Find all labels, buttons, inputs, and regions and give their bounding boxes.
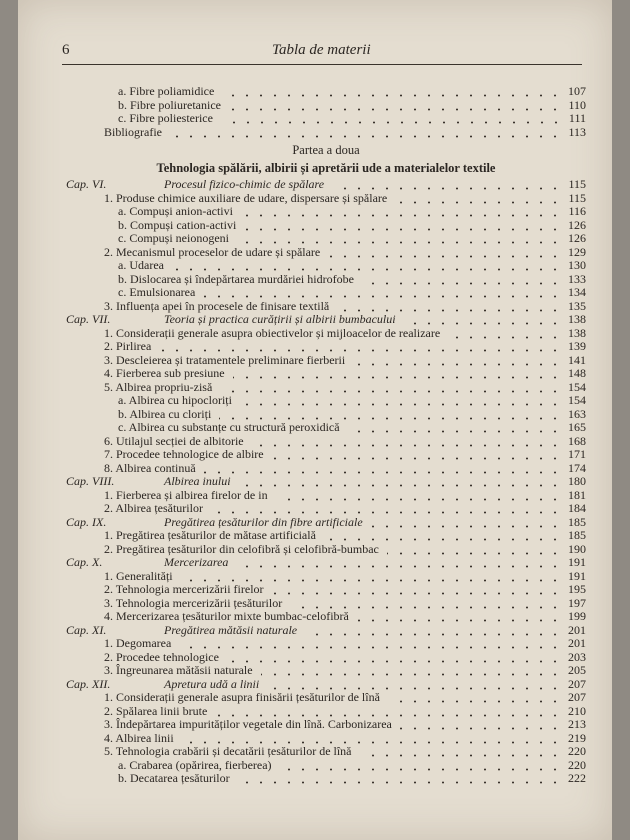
page-ref: 168 bbox=[568, 433, 586, 448]
page-ref: 115 bbox=[568, 177, 586, 191]
chapter-title: Pregătirea mătăsii naturale bbox=[164, 622, 298, 637]
page-ref: 199 bbox=[568, 609, 586, 623]
entry-title: 1. Generalități bbox=[104, 568, 173, 583]
running-title: Tabla de materii bbox=[272, 42, 371, 58]
toc-entry bbox=[66, 205, 586, 219]
toc-entry bbox=[66, 570, 586, 584]
dot-leader bbox=[387, 543, 562, 556]
dot-leader bbox=[219, 408, 562, 421]
dot-leader bbox=[332, 178, 562, 191]
toc-entry bbox=[66, 732, 586, 746]
dot-leader bbox=[240, 394, 562, 407]
dot-leader bbox=[238, 772, 562, 785]
toc-entry bbox=[66, 300, 586, 314]
entry-title: 1. Produse chimice auxiliare de udare, dispersare și spălare bbox=[104, 190, 388, 205]
toc-entry bbox=[66, 745, 586, 759]
page-ref: 126 bbox=[568, 217, 586, 232]
entry-title: 2. Pirlirea bbox=[104, 339, 152, 353]
dot-leader bbox=[179, 637, 562, 650]
toc-entry bbox=[66, 327, 586, 341]
toc-entry bbox=[66, 408, 586, 422]
entry-title: 1. Considerații generale asupra finisării țesăturilor de lînă bbox=[104, 690, 380, 704]
entry-title: a. Fibre poliamidice bbox=[118, 84, 215, 98]
dot-leader bbox=[357, 610, 562, 623]
entry-title: Bibliografie bbox=[104, 124, 162, 139]
entry-title: 2. Tehnologia mercerizării firelor bbox=[104, 582, 264, 596]
chapter-number: Cap. XI. bbox=[66, 622, 107, 637]
toc-entry bbox=[66, 705, 586, 719]
page-ref: 126 bbox=[568, 231, 586, 245]
page-ref: 115 bbox=[568, 190, 586, 205]
page-ref: 113 bbox=[568, 124, 586, 139]
toc-entry bbox=[66, 529, 586, 543]
page-ref: 130 bbox=[568, 258, 586, 272]
page-ref: 107 bbox=[568, 84, 586, 98]
toc-entry bbox=[66, 489, 586, 503]
dot-leader bbox=[222, 85, 562, 98]
toc-entry bbox=[66, 502, 586, 516]
page-ref: 201 bbox=[568, 636, 586, 650]
page-ref: 139 bbox=[568, 339, 586, 353]
toc-entry bbox=[66, 340, 586, 354]
entry-title: 3. Tehnologia mercerizării țesăturilor bbox=[104, 595, 283, 610]
dot-leader bbox=[324, 529, 562, 542]
dot-leader bbox=[252, 435, 562, 448]
dot-leader bbox=[337, 300, 562, 313]
entry-title: 6. Utilajul secției de albitorie bbox=[104, 433, 244, 448]
dot-leader bbox=[360, 745, 562, 758]
dot-leader bbox=[290, 597, 562, 610]
page-ref: 110 bbox=[568, 97, 586, 112]
entry-title: 3. Îngreunarea mătăsii naturale bbox=[104, 663, 253, 677]
page-ref: 154 bbox=[568, 393, 586, 407]
dot-leader bbox=[404, 313, 562, 326]
toc-entry bbox=[66, 354, 586, 368]
toc-entry bbox=[66, 691, 586, 705]
chapter-entry bbox=[66, 678, 586, 692]
page-ref: 138 bbox=[568, 312, 586, 326]
dot-leader bbox=[239, 475, 562, 488]
page-ref: 207 bbox=[568, 676, 586, 691]
page-ref: 111 bbox=[568, 111, 586, 125]
toc-entry bbox=[66, 246, 586, 260]
chapter-entry bbox=[66, 556, 586, 570]
chapter-entry bbox=[66, 475, 586, 489]
toc-entry bbox=[66, 759, 586, 773]
page-ref: 171 bbox=[568, 447, 586, 461]
entry-title: 3. Îndepărtarea impurităților vegetale din lînă. Carbonizarea bbox=[104, 717, 392, 731]
dot-leader bbox=[395, 192, 562, 205]
page-ref: 116 bbox=[568, 204, 586, 218]
page-ref: 174 bbox=[568, 460, 586, 475]
dot-leader bbox=[233, 367, 562, 380]
dot-leader bbox=[221, 112, 563, 125]
chapter-title: Teoria și practica curățirii și albirii bumbacului bbox=[164, 312, 396, 326]
chapter-entry bbox=[66, 178, 586, 192]
toc-entry bbox=[66, 610, 586, 624]
dot-leader bbox=[267, 678, 562, 691]
entry-title: 1. Considerații generale asupra obiectivelor și mijloacelor de realizare bbox=[104, 325, 441, 340]
chapter-entry bbox=[66, 313, 586, 327]
entry-title: b. Dislocarea și îndepărtarea murdăriei hidrofobe bbox=[118, 271, 354, 286]
toc-entry bbox=[66, 664, 586, 678]
dot-leader bbox=[182, 732, 562, 745]
dot-leader bbox=[371, 516, 562, 529]
part-heading: Partea a doua bbox=[292, 143, 360, 157]
dot-leader bbox=[272, 583, 562, 596]
dot-leader bbox=[170, 126, 562, 139]
toc-entry bbox=[66, 367, 586, 381]
toc-entry bbox=[66, 99, 586, 113]
page-ref: 141 bbox=[568, 352, 586, 367]
chapter-title: Mercerizarea bbox=[164, 555, 229, 569]
page-ref: 138 bbox=[568, 325, 586, 340]
entry-title: c. Albirea cu substanțe cu structură peroxidică bbox=[118, 420, 340, 434]
toc-entry bbox=[66, 259, 586, 273]
entry-title: b. Albirea cu cloriți bbox=[118, 406, 212, 421]
dot-leader bbox=[236, 556, 562, 569]
page-ref: 191 bbox=[568, 568, 586, 583]
page-ref: 165 bbox=[568, 420, 586, 434]
toc-entry bbox=[66, 421, 586, 435]
dot-leader bbox=[244, 219, 562, 232]
toc-entry bbox=[66, 651, 586, 665]
entry-title: 5. Tehnologia crabării și decatării țesăturilor de lînă bbox=[104, 744, 352, 758]
page-ref: 220 bbox=[568, 744, 586, 758]
entry-title: a. Udarea bbox=[118, 258, 164, 272]
table-of-contents bbox=[66, 85, 586, 786]
dot-leader bbox=[261, 664, 562, 677]
page-ref: 154 bbox=[568, 379, 586, 394]
page-ref: 213 bbox=[568, 717, 586, 731]
dot-leader bbox=[272, 448, 562, 461]
toc-entry bbox=[66, 126, 586, 140]
page-ref: 134 bbox=[568, 285, 586, 299]
chapter-entry bbox=[66, 516, 586, 530]
entry-title: a. Albirea cu hipocloriți bbox=[118, 393, 232, 407]
page-ref: 219 bbox=[568, 730, 586, 745]
entry-title: 8. Albirea continuă bbox=[104, 460, 196, 475]
entry-title: b. Fibre poliuretanice bbox=[118, 97, 221, 112]
entry-title: 4. Mercerizarea țesăturilor mixte bumbac-celofibră bbox=[104, 609, 349, 623]
page-ref: 195 bbox=[568, 582, 586, 596]
page-ref: 185 bbox=[568, 514, 586, 529]
dot-leader bbox=[211, 502, 562, 515]
entry-title: 2. Mecanismul proceselor de udare și spălare bbox=[104, 244, 321, 259]
page-ref: 220 bbox=[568, 757, 586, 772]
entry-title: 2. Procedee tehnologice bbox=[104, 649, 219, 664]
page-ref: 148 bbox=[568, 366, 586, 380]
toc-entry bbox=[66, 718, 586, 732]
section-heading: Tehnologia spălării, albirii și apretării ude a materialelor textile bbox=[156, 161, 496, 175]
toc-entry bbox=[66, 112, 586, 126]
toc-entry bbox=[66, 772, 586, 786]
dot-leader bbox=[362, 273, 562, 286]
chapter-number: Cap. VI. bbox=[66, 177, 107, 191]
page-header bbox=[62, 40, 582, 65]
entry-title: a. Compuși anion-activi bbox=[118, 204, 233, 218]
entry-title: 2. Pregătirea țesăturilor din celofibră și celofibră-bumbac bbox=[104, 541, 379, 556]
page-ref: 135 bbox=[568, 298, 586, 313]
dot-leader bbox=[305, 624, 562, 637]
dot-leader bbox=[220, 381, 562, 394]
entry-title: 1. Degomarea bbox=[104, 636, 172, 650]
chapter-title: Apretura udă a linii bbox=[164, 676, 260, 691]
dot-leader bbox=[181, 570, 562, 583]
toc-entry bbox=[66, 597, 586, 611]
chapter-title: Albirea inului bbox=[164, 474, 231, 488]
page-ref: 190 bbox=[568, 541, 586, 556]
dot-leader bbox=[280, 759, 562, 772]
dot-leader bbox=[204, 462, 562, 475]
entry-title: 4. Fierberea sub presiune bbox=[104, 366, 225, 380]
toc-entry bbox=[66, 637, 586, 651]
entry-title: b. Compuși cation-activi bbox=[118, 217, 237, 232]
page-ref: 133 bbox=[568, 271, 586, 286]
dot-leader bbox=[229, 99, 562, 112]
page-ref: 201 bbox=[568, 622, 586, 637]
chapter-number: Cap. XII. bbox=[66, 676, 111, 691]
dot-leader bbox=[215, 705, 562, 718]
page-ref: 205 bbox=[568, 663, 586, 677]
chapter-number: Cap. VII. bbox=[66, 312, 111, 326]
toc-entry bbox=[66, 583, 586, 597]
dot-leader bbox=[159, 340, 562, 353]
dot-leader bbox=[172, 259, 562, 272]
entry-title: b. Decatarea țesăturilor bbox=[118, 771, 230, 785]
entry-title: c. Fibre poliesterice bbox=[118, 111, 213, 125]
page-ref: 185 bbox=[568, 528, 586, 542]
dot-leader bbox=[400, 718, 562, 731]
entry-title: 1. Fierberea și albirea firelor de in bbox=[104, 487, 268, 502]
entry-title: c. Emulsionarea bbox=[118, 285, 196, 299]
entry-title: 3. Descleierea și tratamentele preliminare fierberii bbox=[104, 352, 346, 367]
page-ref: 184 bbox=[568, 501, 586, 515]
chapter-title: Procesul fizico-chimic de spălare bbox=[164, 177, 325, 191]
toc-entry bbox=[66, 219, 586, 233]
page-ref: 207 bbox=[568, 690, 586, 704]
entry-title: c. Compuși neionogeni bbox=[118, 231, 229, 245]
dot-leader bbox=[328, 246, 562, 259]
entry-title: 7. Procedee tehnologice de albire bbox=[104, 447, 264, 461]
toc-entry bbox=[66, 232, 586, 246]
entry-title: 3. Influența apei în procesele de finisare textilă bbox=[104, 298, 330, 313]
dot-leader bbox=[237, 232, 562, 245]
page-ref: 203 bbox=[568, 649, 586, 664]
dot-leader bbox=[348, 421, 562, 434]
entry-title: 4. Albirea linii bbox=[104, 730, 174, 745]
toc-entry bbox=[66, 543, 586, 557]
dot-leader bbox=[227, 651, 562, 664]
toc-entry bbox=[66, 192, 586, 206]
book-page bbox=[18, 0, 612, 840]
toc-entry bbox=[66, 448, 586, 462]
page-ref: 197 bbox=[568, 595, 586, 610]
entry-title: 2. Spălarea linii brute bbox=[104, 703, 208, 718]
toc-entry bbox=[66, 85, 586, 99]
page-ref: 222 bbox=[568, 771, 586, 785]
chapter-entry bbox=[66, 624, 586, 638]
page-ref: 191 bbox=[568, 555, 586, 569]
page-ref: 210 bbox=[568, 703, 586, 718]
toc-entry bbox=[66, 462, 586, 476]
entry-title: 2. Albirea țesăturilor bbox=[104, 501, 203, 515]
dot-leader bbox=[353, 354, 562, 367]
chapter-number: Cap. IX. bbox=[66, 514, 107, 529]
page-ref: 180 bbox=[568, 474, 586, 488]
page-ref: 129 bbox=[568, 244, 586, 259]
page-number: 6 bbox=[62, 42, 70, 58]
entry-title: a. Crabarea (opărirea, fierberea) bbox=[118, 757, 272, 772]
dot-leader bbox=[241, 205, 562, 218]
toc-entry bbox=[66, 286, 586, 300]
chapter-number: Cap. X. bbox=[66, 555, 103, 569]
toc-entry bbox=[66, 273, 586, 287]
chapter-number: Cap. VIII. bbox=[66, 474, 115, 488]
toc-entry bbox=[66, 381, 586, 395]
entry-title: 5. Albirea propriu-zisă bbox=[104, 379, 213, 394]
chapter-title: Pregătirea țesăturilor din fibre artificiale bbox=[164, 514, 363, 529]
page-ref: 181 bbox=[568, 487, 586, 502]
toc-entry bbox=[66, 394, 586, 408]
dot-leader bbox=[448, 327, 562, 340]
dot-leader bbox=[388, 691, 562, 704]
page-ref: 163 bbox=[568, 406, 586, 421]
entry-title: 1. Pregătirea țesăturilor de mătase artificială bbox=[104, 528, 316, 542]
dot-leader bbox=[203, 286, 562, 299]
dot-leader bbox=[276, 489, 562, 502]
toc-entry bbox=[66, 435, 586, 449]
